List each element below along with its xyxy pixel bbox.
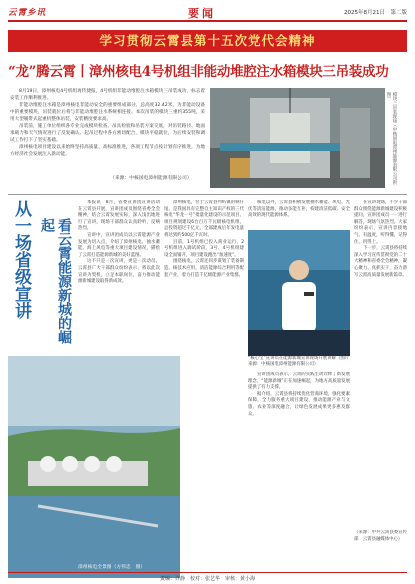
paragraph: 这不只是一次宣讲，更是一次动员。云霄县广大干部群众纷纷表示，将以此次宣讲为契机，立足本职岗位，奋力推动能源新城建设取得新成效。 bbox=[78, 259, 160, 285]
paragraph: 目前，1号机组已投入商业运行，2号机组进入调试阶段，3号、4号机组建设全面铺开，项目建设跑出“加速度”。 bbox=[164, 239, 244, 258]
nuclear-plant-aerial-photo bbox=[8, 356, 180, 578]
feature-title-line1: 从一场省级宣讲 bbox=[11, 200, 31, 319]
lead-paragraph: 非能动堆腔注水箱是漳州核电非能动安全的重要组成部分，总高度32.42米，为非能动设备中的重要模块，吊装就位后将与非能动堆腔注水系统相连接。本次吊装的模块三重约355吨，采用大型履带式起重机整体吊装，安装精度要求高。 bbox=[10, 103, 205, 122]
paragraph: 本报讯 8月，省委宣讲团宣讲活动在云霄县开展，宣讲团成员围绕省委全会精神，结合云霄发展实际，深入浅出地进行了宣讲，现场干部群众认真聆听，反响热烈。 bbox=[78, 200, 160, 232]
feature-title-line2: 看云霄能源新城的崛起 bbox=[39, 218, 72, 344]
lead-paragraph: 吊装前，施工单位组织各专业完成模块检查、吊具检验和吊装方案交底，对吊装路径、地面承载力和天气情况进行了反复确认。起吊过程中各方密切配合，模块平稳就位，为后续安装和调试工作打下了坚实基础。 bbox=[10, 124, 205, 143]
photo1-caption: 模块三吊装现场（中核国电漳州能源有限公司供图） bbox=[385, 88, 397, 188]
divider bbox=[8, 194, 407, 195]
issue-date: 2025年8月21日 第二版 bbox=[344, 10, 407, 16]
plant-aerial-image bbox=[8, 356, 180, 578]
lead-paragraph: 漳州核电项目建设以来始终坚持高质量、高标准推进，各项工程节点按计划有序推进，为地方经济社会发展注入新动能。 bbox=[10, 145, 205, 157]
paragraph: 核电以外，云霄县积极发展抽水蓄能、风电、光伏等清洁能源，推动多能互补，构建清洁低碳、安全高效的现代能源体系。 bbox=[248, 200, 350, 219]
feature-column-4 bbox=[354, 200, 407, 530]
theme-banner: 学习贯彻云霄县第十五次党代会精神 bbox=[8, 30, 407, 52]
paragraph: 宣讲团成员表示，云霄的实践生动诠释了新发展理念，“能源新城”正在加速崛起，为地方高质量发展提供了有力支撑。 bbox=[248, 372, 350, 391]
plant-photo-caption: 漳州核电全景图（方伟忠 摄） bbox=[78, 565, 146, 570]
feature-column-1 bbox=[78, 200, 160, 352]
lead-source: （来源：中核国电漳州能源有限公司） bbox=[110, 176, 192, 181]
newspaper-name: 云霄乡讯 bbox=[8, 8, 47, 18]
paragraph: 下一步，云霄县将持续深入学习宣传贯彻党的二十大精神和省委全会精神，凝心聚力、真抓实干，奋力谱写云霄高质量发展新篇章。 bbox=[354, 246, 407, 278]
lead-paragraph: 8月19日，漳州核电4号机组再传捷报，4号机组非能动堆腔注水箱模块三吊装成功，标志着安装工作顺利推进。 bbox=[10, 89, 205, 101]
page-footer: 责编：许静 校对：张艺华 审核：黄小海 bbox=[8, 572, 407, 582]
speaker-caption: “核心宝”宣讲员在能源新城宣讲现场开展讲解（图片来源：中核国电漳州能源有限公司） bbox=[248, 356, 350, 367]
feature-source: （来源：中共云霄县委宣传部 云霄县融媒体中心） bbox=[354, 530, 407, 542]
paragraph: 漳州核电，位于云霄县列屿镇的刺仔尾，是我国具有完整自主知识产权的三代核电“华龙一号”批量化建设的示范项目。项目规划建设6台百万千瓦级核电机组，总投资超过千亿元，全部建成后年发电量将达到约500亿千瓦时。 bbox=[164, 200, 244, 238]
page-header bbox=[8, 6, 407, 22]
speaker-image bbox=[248, 230, 350, 356]
reactor-module-image bbox=[210, 88, 397, 188]
section-title: 要闻 bbox=[188, 7, 216, 20]
feature-column-3-top bbox=[248, 200, 350, 228]
feature-column-3 bbox=[248, 372, 350, 570]
main-headline: “龙”腾云霄丨漳州核电4号机组非能动堆腔注水箱模块三吊装成功 bbox=[8, 64, 389, 80]
lead-article bbox=[10, 88, 205, 158]
paragraph: 围绕核电，云霄还同步谋划了装备制造、核技术应用、清洁能源综合利用等配套产业，着力打造千亿级能源产业集群。 bbox=[164, 259, 244, 278]
speaker-photo bbox=[248, 230, 350, 356]
paragraph: 据介绍，云霄县将持续优化营商环境，强化要素保障，全力服务重大项目建设，推动能源产业与文旅、农业等深度融合，让绿色发展成果更多惠及群众。 bbox=[248, 391, 350, 417]
paragraph: 在宣讲现场，不少干部群众围绕能源新城建设积极提问，宣讲团成员一一进行解答，现场气氛热烈。大家纷纷表示，宣讲内容接地气、有温度，听得懂、记得住、用得上。 bbox=[354, 200, 407, 245]
feature-title bbox=[8, 200, 74, 350]
reactor-module-photo bbox=[210, 88, 397, 188]
paragraph: 宣讲中，宣讲团成员以云霄能源产业发展为切入点，介绍了漳州核电、抽水蓄能、海上风电等重大项目建设情况，描绘了云霄打造能源新城的美好蓝图。 bbox=[78, 232, 160, 258]
